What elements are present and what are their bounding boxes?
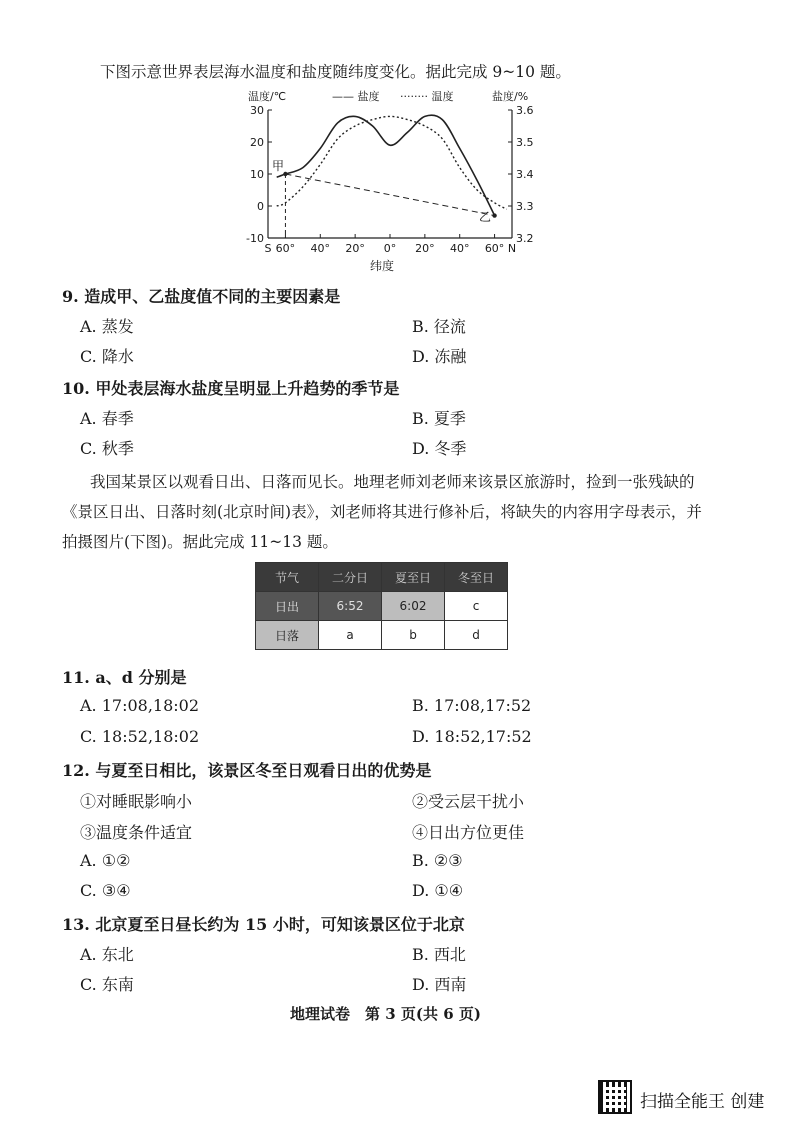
intro-text-2-line-2: 《景区日出、日落时刻(北京时间)表》，刘老师将其进行修补后，将缺失的内容用字母表示，并 [62,503,702,521]
q12-stem: 12. 与夏至日相比，该景区冬至日观看日出的优势是 [62,761,432,780]
q11-option-c[interactable]: C. 18:52,18:02 [80,727,200,746]
table-header-row [256,563,508,592]
x-tick-label: 40° [310,242,331,255]
qr-code-icon [598,1080,632,1114]
x-tick-label: 20° [345,242,365,255]
table-cell: 二分日 [319,563,382,592]
x-tick-label: S [264,242,272,255]
intro-text-2-line-3: 拍摄图片(下图)。据此完成 11~13 题。 [62,533,338,551]
q10-option-d[interactable]: D. 冬季 [412,439,467,458]
q11-option-d[interactable]: D. 18:52,17:52 [412,727,532,746]
table-cell: a [319,621,382,650]
table-cell: 6:52 [319,592,382,621]
legend-salinity: —— 盐度 [332,90,380,103]
left-tick-label: 0 [257,200,264,213]
table-cell: d [445,621,508,650]
q13-option-c[interactable]: C. 东南 [80,975,134,994]
point-jia-label: 甲 [272,159,285,173]
left-tick-label: 20 [250,136,264,149]
q11-option-b[interactable]: B. 17:08,17:52 [412,696,532,715]
right-tick-label: 3.4 [516,168,534,181]
q13-option-d[interactable]: D. 西南 [412,975,467,994]
q9-stem: 9. 造成甲、乙盐度值不同的主要因素是 [62,287,341,306]
left-tick-label: 10 [250,168,264,181]
point-yi-marker [492,213,496,217]
left-tick-label: -10 [246,232,264,245]
point-jia-marker [283,172,287,176]
table-row [256,621,508,650]
q12-option-a[interactable]: A. ①② [80,851,131,870]
q9-option-d[interactable]: D. 冻融 [412,347,467,366]
x-tick-label: 20° [415,242,435,255]
legend-temperature: ········ 温度 [400,90,454,103]
page-footer: 地理试卷 第 3 页(共 6 页) [290,1005,481,1023]
q12-statement-1: ①对睡眠影响小 [80,792,193,811]
x-tick-label: 40° [449,242,470,255]
q10-option-a[interactable]: A. 春季 [80,409,134,428]
left-tick-label: 30 [250,104,264,117]
q10-option-c[interactable]: C. 秋季 [80,439,134,458]
q13-stem: 13. 北京夏至日昼长约为 15 小时，可知该景区位于北京 [62,915,465,934]
q12-option-c[interactable]: C. ③④ [80,881,131,900]
table-cell: 冬至日 [445,563,508,592]
left-axis-label: 温度/℃ [248,90,287,103]
right-tick-label: 3.6 [516,104,534,117]
table-cell: 夏至日 [382,563,445,592]
x-axis-label: 纬度 [370,259,395,272]
q10-stem: 10. 甲处表层海水盐度呈明显上升趋势的季节是 [62,379,400,398]
q9-option-a[interactable]: A. 蒸发 [80,317,134,336]
q12-statement-3: ③温度条件适宜 [80,823,193,842]
temperature-salinity-chart [230,86,570,272]
x-tick-label: N [507,242,517,255]
intro-text-2-line-1: 我国某景区以观看日出、日落而见长。地理老师刘老师来该景区旅游时，捡到一张残缺的 [90,473,695,491]
table-cell: 日出 [256,592,319,621]
table-cell: 6:02 [382,592,445,621]
jia-yi-connector [285,174,494,216]
table-cell: 日落 [256,621,319,650]
q12-option-d[interactable]: D. ①④ [412,881,464,900]
scanner-watermark: 扫描全能王 创建 [640,1092,765,1112]
x-tick-label: 60° [484,242,505,255]
right-tick-label: 3.3 [516,200,534,213]
q13-option-b[interactable]: B. 西北 [412,945,466,964]
q13-option-a[interactable]: A. 东北 [80,945,134,964]
q12-option-b[interactable]: B. ②③ [412,851,463,870]
q12-statement-4: ④日出方位更佳 [412,823,525,842]
q9-option-c[interactable]: C. 降水 [80,347,134,366]
table-row [256,592,508,621]
sunrise-sunset-table [255,562,508,650]
q9-option-b[interactable]: B. 径流 [412,317,466,336]
q11-stem: 11. a、d 分别是 [62,668,187,687]
q12-statement-2: ②受云层干扰小 [412,792,525,811]
q10-option-b[interactable]: B. 夏季 [412,409,466,428]
right-tick-label: 3.2 [516,232,534,245]
table-cell: 节气 [256,563,319,592]
temperature-series-line [277,116,507,209]
right-axis-label: 盐度/% [492,90,529,103]
x-tick-label: 60° [275,242,296,255]
table-cell: b [382,621,445,650]
right-tick-label: 3.5 [516,136,534,149]
table-cell: c [445,592,508,621]
intro-text-1: 下图示意世界表层海水温度和盐度随纬度变化。据此完成 9~10 题。 [100,63,571,81]
point-yi-label: 乙 [479,210,492,224]
x-tick-label: 0° [383,242,397,255]
salinity-series-line [277,115,495,216]
q11-option-a[interactable]: A. 17:08,18:02 [80,696,200,715]
